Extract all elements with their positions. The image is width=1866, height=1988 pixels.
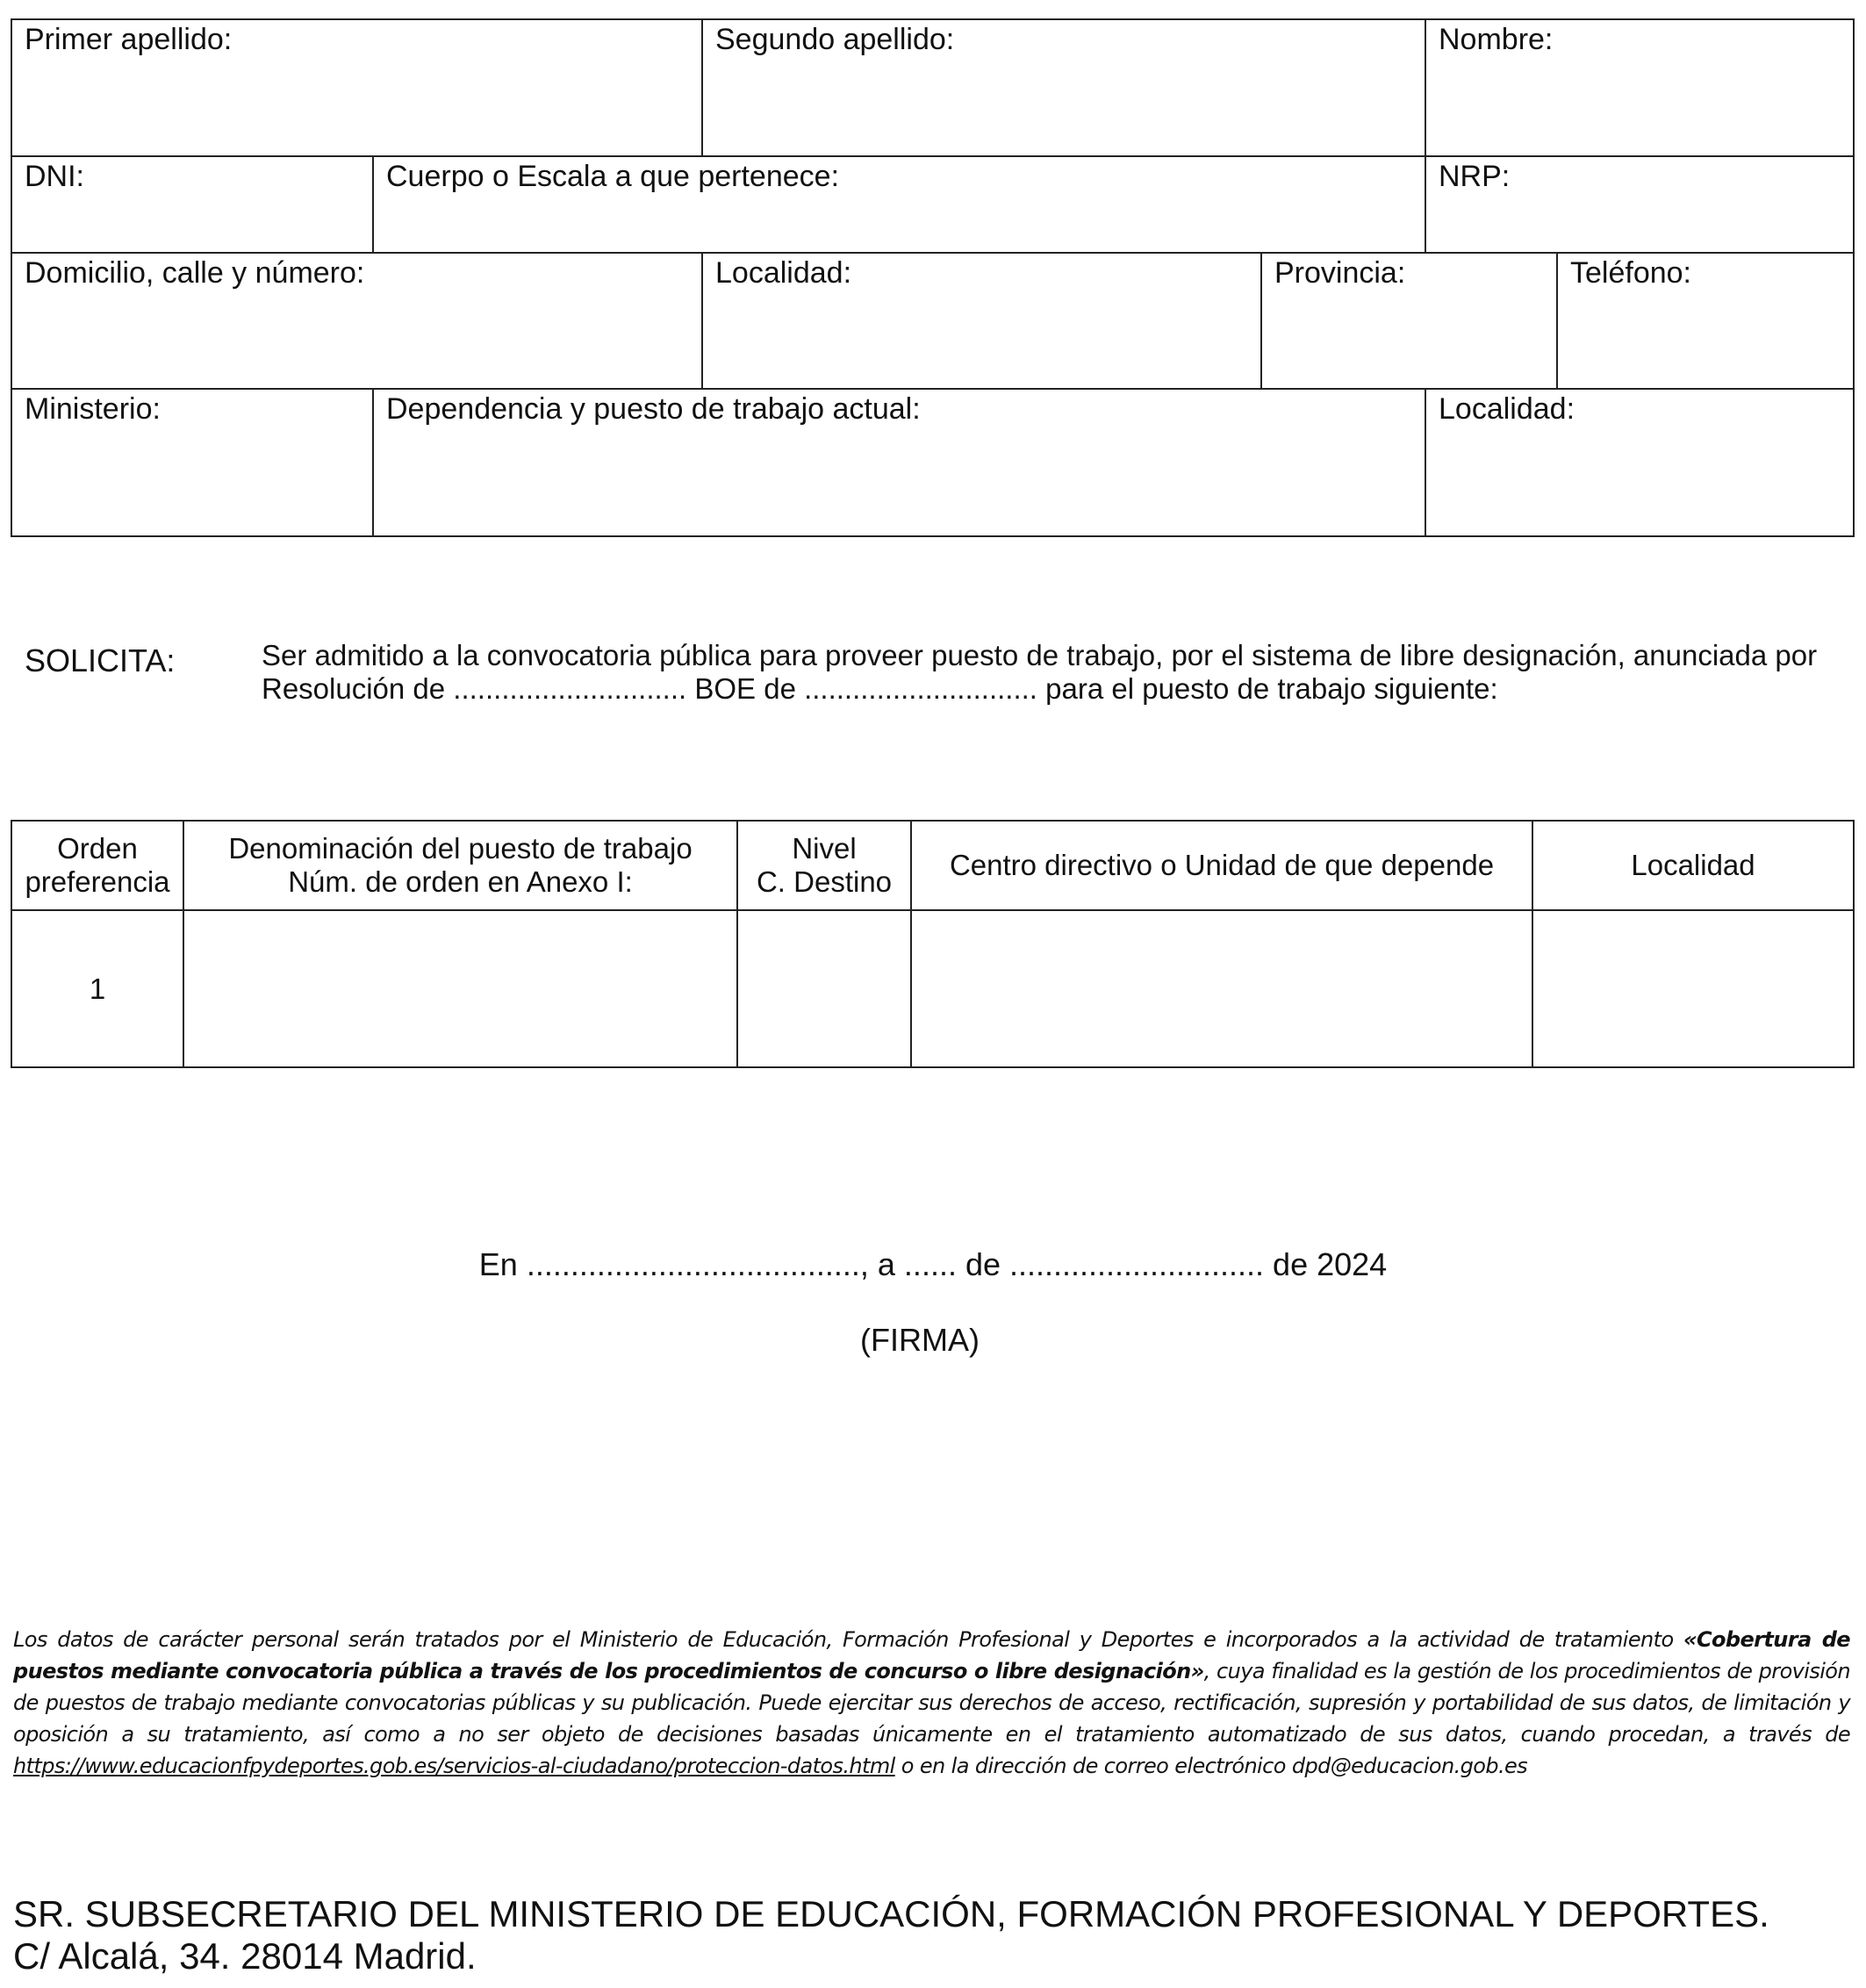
localidad-label: Localidad: xyxy=(715,256,852,290)
cell-nivel[interactable] xyxy=(738,911,912,1066)
place-date-line: En ......................................, a ...... de ............................. de 2024 xyxy=(478,1246,1388,1282)
cuerpo-escala-label: Cuerpo o Escala a que pertenece: xyxy=(386,160,840,193)
segundo-apellido-field[interactable] xyxy=(703,20,1426,157)
addressee xyxy=(13,1893,1856,1977)
firma-label: (FIRMA) xyxy=(860,1322,980,1358)
nrp-label: NRP: xyxy=(1439,160,1511,193)
nombre-label: Nombre: xyxy=(1439,23,1554,56)
ministerio-field[interactable] xyxy=(12,390,374,535)
ministerio-label: Ministerio: xyxy=(25,392,161,426)
header-nivel: Nivel C. Destino xyxy=(738,822,912,911)
domicilio-label: Domicilio, calle y número: xyxy=(25,256,365,290)
dni-field[interactable] xyxy=(12,157,374,254)
telefono-field[interactable] xyxy=(1558,254,1853,390)
solicita-text xyxy=(262,639,1841,706)
header-orden: Orden preferencia xyxy=(12,822,184,911)
cell-orden: 1 xyxy=(12,911,184,1066)
header-denominacion: Denominación del puesto de trabajo Núm. de orden en Anexo I: xyxy=(184,822,738,911)
primer-apellido-label: Primer apellido: xyxy=(25,23,233,56)
solicita-line-2: Resolución de ............................. BOE de ............................. para el puesto de trabajo siguiente: xyxy=(262,672,1498,705)
header-centro: Centro directivo o Unidad de que depende xyxy=(912,822,1533,911)
solicita-line-1: Ser admitido a la convocatoria pública para proveer puesto de trabajo, por el sistema de libre designación, anunciada por xyxy=(262,639,1818,671)
cell-localidad[interactable] xyxy=(1533,911,1853,1066)
privacy-notice: Los datos de carácter personal serán tratados por el Ministerio de Educación, Formación Profesional y Deportes e incorporados a la actividad de tratamiento «Cobertura de puestos mediante convocatoria pública a través de los procedimientos de concurso o libre designación», cuya finalidad es la gestión de los procedimientos de provisión de puestos de trabajo mediante convocatorias públicas y su publicación. Puede ejercitar sus derechos de acceso, rectificación, supresión y portabilidad de sus datos, de limitación y oposición a su tratamiento, así como a no ser objeto de decisiones basadas únicamente en el tratamiento automatizado de sus datos, cuando procedan, a través de https://www.educacionfpydeportes.gob.es/servicios-al-ciudadano/proteccion-datos.html o en la dirección de correo electrónico dpd@educacion.gob.es xyxy=(13,1627,1850,1778)
dependencia-field[interactable] xyxy=(374,390,1426,535)
addressee-line-1: SR. SUBSECRETARIO DEL MINISTERIO DE EDUCACIÓN, FORMACIÓN PROFESIONAL Y DEPORTES. xyxy=(13,1893,1769,1934)
header-localidad: Localidad xyxy=(1533,822,1853,911)
dependencia-label: Dependencia y puesto de trabajo actual: xyxy=(386,392,921,426)
localidad-field[interactable] xyxy=(703,254,1262,390)
primer-apellido-field[interactable] xyxy=(12,20,703,157)
segundo-apellido-label: Segundo apellido: xyxy=(715,23,955,56)
provincia-field[interactable] xyxy=(1262,254,1558,390)
provincia-label: Provincia: xyxy=(1274,256,1406,290)
personal-data-form xyxy=(11,18,1855,537)
nombre-field[interactable] xyxy=(1426,20,1853,157)
job-preference-table xyxy=(11,820,1855,1068)
cell-denominacion[interactable] xyxy=(184,911,738,1066)
localidad-trabajo-label: Localidad: xyxy=(1439,392,1575,426)
privacy-link[interactable]: https://www.educacionfpydeportes.gob.es/servicios-al-ciudadano/proteccion-datos.html xyxy=(13,1754,895,1778)
processing-activity-name: «Cobertura de puestos mediante convocatoria pública a través de los procedimientos de concurso o libre designación» xyxy=(13,1627,1850,1683)
domicilio-field[interactable] xyxy=(12,254,703,390)
nrp-field[interactable] xyxy=(1426,157,1853,254)
addressee-line-2: C/ Alcalá, 34. 28014 Madrid. xyxy=(13,1935,477,1977)
cuerpo-escala-field[interactable] xyxy=(374,157,1426,254)
solicita-label: SOLICITA: xyxy=(25,642,176,678)
cell-centro[interactable] xyxy=(912,911,1533,1066)
dni-label: DNI: xyxy=(25,160,84,193)
telefono-label: Teléfono: xyxy=(1570,256,1691,290)
localidad-trabajo-field[interactable] xyxy=(1426,390,1853,535)
